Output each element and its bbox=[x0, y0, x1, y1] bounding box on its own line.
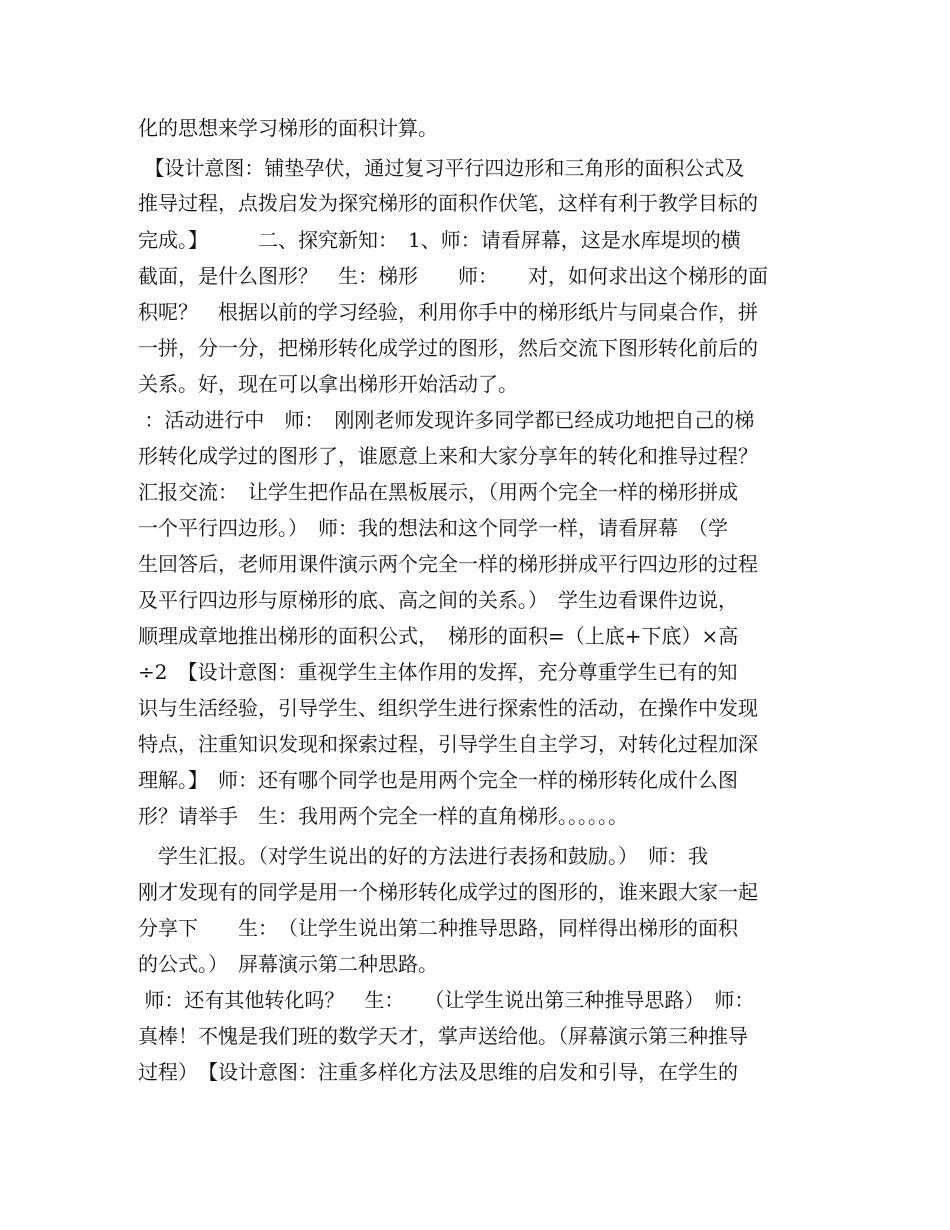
text-line: 化的思想来学习梯形的面积计算。 bbox=[138, 116, 438, 140]
text-line: 师：还有其他转化吗？ 生： （让学生说出第三种推导思路） 师： bbox=[138, 988, 755, 1012]
text-line: 【设计意图：铺垫孕伏，通过复习平行四边形和三角形的面积公式及 bbox=[138, 156, 745, 180]
text-line: 理解。】 师：还有哪个同学也是用两个完全一样的梯形转化成什么图 bbox=[138, 768, 738, 792]
text-line: 真棒！不愧是我们班的数学天才，掌声送给他。（屏幕演示第三种推导 bbox=[138, 1024, 748, 1048]
text-line: 截面，是什么图形？ 生：梯形 师： 对，如何求出这个梯形的面 bbox=[138, 264, 768, 288]
text-line: 生回答后，老师用课件演示两个完全一样的梯形拼成平行四边形的过程 bbox=[138, 552, 758, 576]
text-line: 一拼，分一分，把梯形转化成学过的图形，然后交流下图形转化前后的 bbox=[138, 336, 758, 360]
text-line: 推导过程，点拨启发为探究梯形的面积作伏笔，这样有利于教学目标的 bbox=[138, 191, 758, 215]
text-line: 一个平行四边形。） 师：我的想法和这个同学一样，请看屏幕 （学 bbox=[138, 516, 728, 540]
text-line: 特点，注重知识发现和探索过程，引导学生自主学习，对转化过程加深 bbox=[138, 732, 758, 756]
text-line: 刚才发现有的同学是用一个梯形转化成学过的图形的，谁来跟大家一起 bbox=[138, 880, 758, 904]
text-line: 及平行四边形与原梯形的底、高之间的关系。） 学生边看课件边说， bbox=[138, 588, 738, 612]
text-line: 过程） 【设计意图：注重多样化方法及思维的启发和引导，在学生的 bbox=[138, 1060, 738, 1084]
text-line: 形转化成学过的图形了，谁愿意上来和大家分享年的转化和推导过程？ bbox=[138, 444, 758, 468]
text-line: 的公式。） 屏幕演示第二种思路。 bbox=[138, 952, 438, 976]
text-line: ：活动进行中 师： 刚刚老师发现许多同学都已经成功地把自己的梯 bbox=[138, 408, 755, 432]
text-line: 分享下 生： （让学生说出第二种推导思路，同样得出梯形的面积 bbox=[138, 916, 738, 940]
text-line: 关系。好，现在可以拿出梯形开始活动了。 bbox=[138, 372, 518, 396]
text-line: 形？请举手 生：我用两个完全一样的直角梯形。。。。。。 bbox=[138, 804, 628, 828]
text-line: 积呢？ 根据以前的学习经验，利用你手中的梯形纸片与同桌合作，拼 bbox=[138, 300, 758, 324]
text-line: 完成。】 二、探究新知： 1、师：请看屏幕，这是水库堤坝的横 bbox=[138, 228, 741, 252]
text-line: 识与生活经验，引导学生、组织学生进行探索性的活动，在操作中发现 bbox=[138, 696, 758, 720]
text-line: 学生汇报。（对学生说出的好的方法进行表扬和鼓励。） 师：我 bbox=[138, 844, 708, 868]
text-line: ÷2 【设计意图：重视学生主体作用的发挥，充分尊重学生已有的知 bbox=[138, 660, 738, 684]
text-line: 汇报交流： 让学生把作品在黑板展示，（用两个完全一样的梯形拼成 bbox=[138, 480, 738, 504]
text-line: 顺理成章地推出梯形的面积公式， 梯形的面积=（上底+下底）×高 bbox=[138, 624, 739, 648]
